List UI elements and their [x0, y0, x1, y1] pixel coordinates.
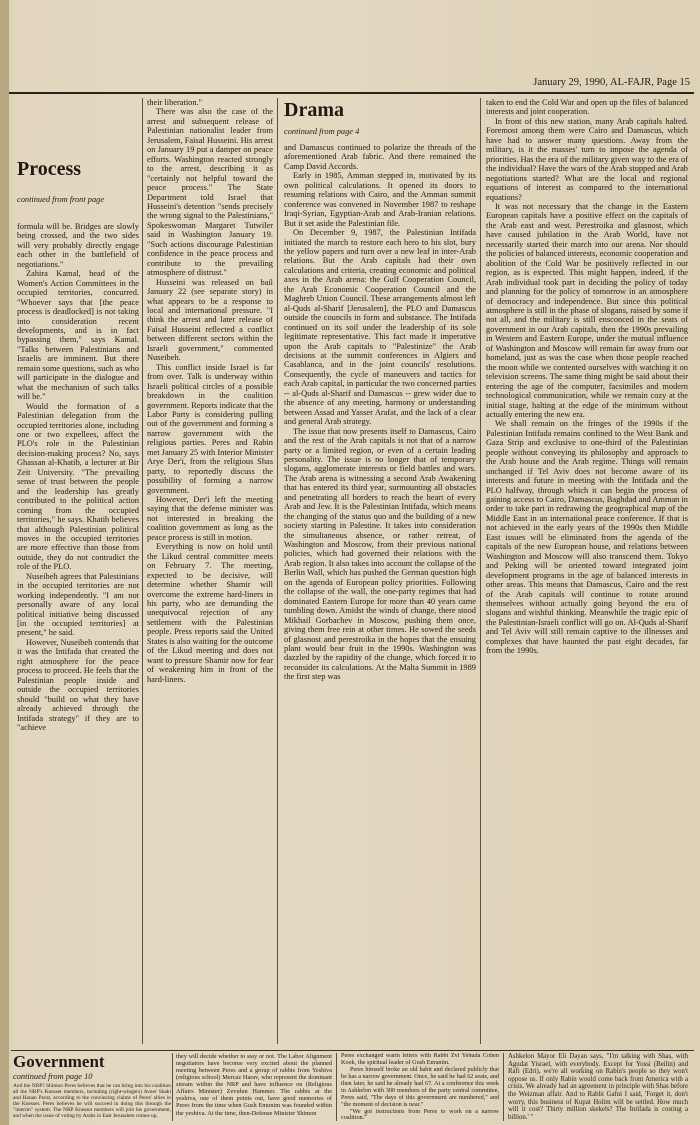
paragraph: Husseini was released on bail January 22 (see separate story) in what appears to be a response to local and international pressure. "I think the arrest and later release of Faisal Husseini reflected a conflict between different sectors within the Israeli government," commented Nuseibeh. [147, 277, 273, 363]
government-continued-box [13, 1072, 171, 1083]
paragraph: Everything is now on hold until the Likud central committee meets on February 7. The meeting, expected to be decisive, will determine whether Shamir will overcome the extreme hard-liners in his party, who are demanding the unequivocal rejection of any settlement with the Palestinian people. Press reports said the United States is also waiting for the outcome of the Likud meeting and does not want to pressure Shamir now for fear of weakening him in front of the hard-liners. [147, 542, 273, 684]
government-column-2 [176, 1053, 332, 1121]
paragraph: However, Der'i left the meeting saying that the defense minister was not interested in breaking the coalition government as long as the peace process is still in motion. [147, 495, 273, 542]
paragraph: Peres exchanged warm letters with Rabbi Zvi Yehuda Cohen Kook, the spiritual leader of Gush Emunim. [341, 1053, 499, 1066]
paragraph: formula will be. Bridges are slowly being crossed, and the two sides will very probably directly engage each other in the battlefield of negotiations." [17, 222, 139, 269]
paragraph: Early in 1985, Amman stepped in, motivated by its own political calculations. It opened its doors to resuming relations with Cairo, and the Amman summit conference was convened in November 1987 to reshape Iraqi-Syrian, Egyptian-Arab and Arab-Iranian relations. But it set aside the Palestinian file. [284, 171, 476, 228]
column-rule [172, 1053, 173, 1121]
paragraph: Nuseibeh agrees that Palestinians in the occupied territories are not working independently. "I am not personally aware of any local political initiative being discussed [in the occupied territories] at present," he said. [17, 571, 139, 638]
drama-headline: Drama [284, 99, 344, 121]
process-column-1 [17, 222, 139, 1050]
paragraph: However, Nuseibeh contends that it was the Intifada that created the right atmosphere for the peace process to proceed. He feels that the Palestinian people inside and outside the occupied territories should "build on what they have already achieved through the Intifada strategy" if they are to "achieve [17, 637, 139, 733]
column-rule [142, 98, 143, 1044]
drama-continued-box [284, 127, 476, 139]
column-rule [277, 98, 278, 1044]
process-headline-box [17, 158, 139, 180]
government-continued: continued from page 10 [13, 1072, 93, 1081]
paragraph: Ashkelon Mayor Eli Dayan says, "I'm talking with Shas, with Agudat Yisrael, with everybody. Except for Yossi (Beilin) and Rafi (Edri), we're all working on Rabin's people so they won't oppose us. If only Rabin would come back from America with a crisis. We already had an agreement in principle with Shas before the Weizman affair. And to Rabbi Gafni I said, 'Forget it, don't worry, this business of Kupat Holim will be settled. How much will it cost? Thirty million skekels? The Intifada is costing a billion.' " [508, 1053, 688, 1121]
column-rule [480, 98, 481, 1044]
government-headline: Government [13, 1053, 105, 1071]
government-column-4 [508, 1053, 688, 1121]
paragraph: We shall remain on the fringes of the 1990s if the Palestinian Intifada remains confined to the West Bank and Gaza Strip and exclusive to one-third of the Palestinian people without conveying its philosophy and approach to the Arab house and the Arab regime. Things will remain unchanged if Tel Aviv does not become aware of its interests and future in meeting with the Intifada and the PLO halfway, through which it can begin the process of gaining access to Cairo, Damascus, Baghdad and Amman in order to take part in redrawing the geographical map of the Middle East in an international peace conference. If that is not achieved in the early years of the 1990s then Middle East issues will be eliminated from the agenda of the capitals of the new European house, and relations between Washington and Moscow will also transcend them. Tokyo and Peking will be oriented toward integrated joint development programs in the age of balanced interests in other areas. This means that Damascus, Cairo and the rest of the Arab capitals will continue to rotate around themselves without actually going beyond the era of slogans and wishful thinking. Meanwhile the tragic epic of the Palestinian-Israeli conflict will go on. Al-Quds al-Sharif and Tel Aviv will still remain captive to the illnesses and complexes that have haunted the past eight decades, far from the 1990s. [486, 419, 688, 656]
paragraph: And the NRP? Shimon Peres believes that he can bring into his coalition all the NRP's Knesset members, including (right-wingers) Avner Shaki and Hanan Porat, according to the convincing claims of Peres' allies in the Knesset. Peres believes he will succeed in doing this through the "interim" system: The NRP Knesset members will join his government, and when the issue of voting by Arabs in East Jerusalem comes up, [13, 1083, 171, 1120]
process-continued-box [17, 195, 139, 209]
paragraph: "We got instructions from Peres to work on a narrow coalition." [341, 1107, 499, 1121]
paragraph: Would the formation of a Palestinian delegation from the occupied territories alone, including one or two expellees, affect the PLO's role in the Palestinian decision-making process? No, says Ghassan al-Khatib, a lecturer at Bir Zeit University. "The prevailing sense of trust between the people and the leadership has greatly contributed to the political action coming from the occupied territories," he says. Khatib believes that although Palestinian political moves in the occupied territories are more effective than those from outside, they do not contradict the role of the PLO. [17, 401, 139, 572]
paragraph: and Damascus continued to polarize the threads of the aforementioned Arab fabric. And there remained the Camp David Accords. [284, 143, 476, 171]
column-rule [503, 1053, 504, 1121]
process-headline: Process [17, 158, 82, 180]
drama-continued: continued from page 4 [284, 127, 360, 136]
government-headline-box [13, 1053, 171, 1071]
paragraph: The issue that now presents itself to Damascus, Cairo and the rest of the Arab capitals is not that of a narrow party or a limited region, or even of a certain leading personality. The issue is no longer that of temporary slogans, agglomerate interests or field battles and wars. The Arab arena is witnessing a second Arab Awakening that has entered its third year, surmounting all obstacles and penetrating all borders to reach the heart of every Arab and Jew. It is the Palestinian Intifada, which means the changing of the status quo and the building of a new society starting in Palestine. It takes into consideration the simultaneous absence, or rather retreat, of Washington and Moscow, from their previous national policies, which had governed their relations with the Arab region. It also takes into account the collapse of the Berlin Wall, which has pushed the German question high on the agenda of European policy priorities. Following the collapse of the wall, the one-party regimes that had dominated Eastern Europe for more than 40 years came tumbling down. Amidst the winds of change, there stood Mikhail Gorbachev in Moscow, pushing them once, giving them free rein at other times. He sowed the seeds of glasnost and perestroika in the hopes that the ensuing plant would bear fruit in the 1990s. Washington was dazzled by the rapidity of the change, which forced it to reconsider its calculations. At the Malta Summit in 1989 the first step was [284, 426, 476, 682]
drama-column-2 [486, 98, 688, 1050]
paragraph: Peres himself broke an old habit and declared publicly that he has a narrow government. Once, he said he had 62 seats, and then later, he said he already had 67. At a conference this week in Ashkelon with 300 members of the party central committee, Peres said, "The days of this government are numbered," and "the moment of decision is near." [341, 1065, 499, 1108]
column-rule [336, 1053, 337, 1121]
drama-headline-box [284, 98, 476, 124]
paragraph: Zahira Kamal, head of the Women's Action Committees in the occupied territories, concurred. "Whoever says that [the peace process is deadlocked] is not taking into consideration recent developments, and is in fact bypassing them," says Kamal. "Talks between Palestinians and Israelis are imminent. But there remain some questions, such as who will participate in the dialogue and what the mechanism of such talks will be." [17, 269, 139, 402]
process-column-2 [147, 98, 273, 1050]
header-rule [9, 92, 694, 94]
paragraph: In front of this new station, many Arab capitals halted. Foremost among them were Cairo and Damascus, which have had to answer many questions. Away from the military, is it the masses' turn to impose the agenda of priorities. Has the era of the military given way to the era of the individual? Have the wars of the Arab stopped and Arab negotiations started? What are the local and regional equations of interest as compared to the international equations? [486, 116, 688, 202]
page-dateline: January 29, 1990, AL-FAJR, Page 15 [533, 77, 690, 88]
paragraph: they will decide whether to stay or not. The Labor Alignment negotiators have become very excited about the planned meeting between Peres and a group of rabbis from Yeshiva (religious school) Mercaz Harav, who represent the dominant stream within the NRP and have influence on (Religious Affairs Minister) Zevulun Hammer. The rabbis at the yeshiva, one of them points out, have good memories of Peres from the time when Gush Emunim was founded within the yeshiva. At the time, then-Defense Minister Shimon [176, 1053, 332, 1117]
paragraph: taken to end the Cold War and open up the files of balanced interests and joint cooperation. [486, 98, 688, 117]
drama-column-1 [284, 143, 476, 1050]
process-continued: continued from front page [17, 195, 105, 204]
section-rule [11, 1050, 694, 1051]
government-column-1 [13, 1083, 171, 1121]
government-column-3 [341, 1053, 499, 1121]
page-binding-edge [0, 0, 9, 1125]
paragraph: their liberation." [147, 98, 203, 107]
paragraph: It was not necessary that the change in the Eastern European capitals have a positive effect on the capitals of the Arab east and west. Perestroika and glasnost, which have caused jubilation in the Arab World, have not necessarily started their march into our arena. Nor should the policies of balanced interests, economic cooperation and abolition of the Cold War be positively reflected in our region, as is expected. This might happen, indeed, if the Arab individual took part in deciding the policy of today and planning for the policy of tomorrow in an atmosphere of democracy and independence. But since this political atmosphere is still in the phase of slogans, raised by some if not all, and the military is still ensconced in the seats of government in our Arab capitals, then the 1990s prevailing in Western and Eastern Europe, under the mutual influence of Washington and Moscow will remain far away from our homeland, just as was the case when those people reached the moon while we contented ourselves with watching it on television screens. The same thing might be said about their entering the age of the computer, facsimiles and modern technological communication, while we remain cozy at the initial stage, halting at the edge of the minimum without actually entering the new era. [486, 201, 688, 419]
paragraph: There was also the case of the arrest and subsequent release of Palestinian nationalist leader from Jerusalem, Faisal Husseini. His arrest on January 19 put a damper on peace efforts. Washington reacted strongly to the arrest, describing it as "certainly not helpful toward the peace process." The State Department told Israel that Husseini's detention "sends precisely the wrong signal to the Palestinians," Spokeswoman Margaret Tutwiler said in Washington January 19. "Such actions discourage Palestinian confidence in the peace process and contribute to the prevailing atmosphere of distrust." [147, 107, 273, 278]
paragraph: This conflict inside Israel is far from over. Talk is underway within Israeli political circles of a possible breakdown in the coalition government. Reports indicate that the Labor Party is considering pulling out of the government and forming a narrow government with the religious parties. Peres and Rabin met January 25 with Interior Minister Arye Der'i, from the religious Shas party, to reportedly discuss the possibility of forming a narrow government. [147, 362, 273, 495]
paragraph: On December 9, 1987, the Palestinian Intifada initiated the march to restore each hero to his slot, bury the yellow papers and turn over a new leaf in inter-Arab relations. But the Arab capitals had their own calculations and criteria, creating economic and political axes in the Arab arena: the Gulf Cooperation Council, the Arab Economic Cooperation Council and the Maghreb Union Council. These arrangements almost left al-Quds al-Sharif [Jerusalem], the PLO and Damascus outside the councils in form and substance. The Intifada continued on its soil under the leadership of its sole legitimate representative. This fact made it imperative upon the Arab capitals to "Palestinize" the Arab decisions at the summit conferences in Algiers and Casablanca, and in the joint councils' resolutions. Consequently, the cycle of maneuvers and tactics for each Arab capital, in particular the two concerned parties -- al-Quds al-Sharif and Damascus -- grew wider due to the absence of any meeting, harmony or understanding between Assad and Yasser Arafat, and the lack of a clear and general Arab strategy. [284, 228, 476, 427]
